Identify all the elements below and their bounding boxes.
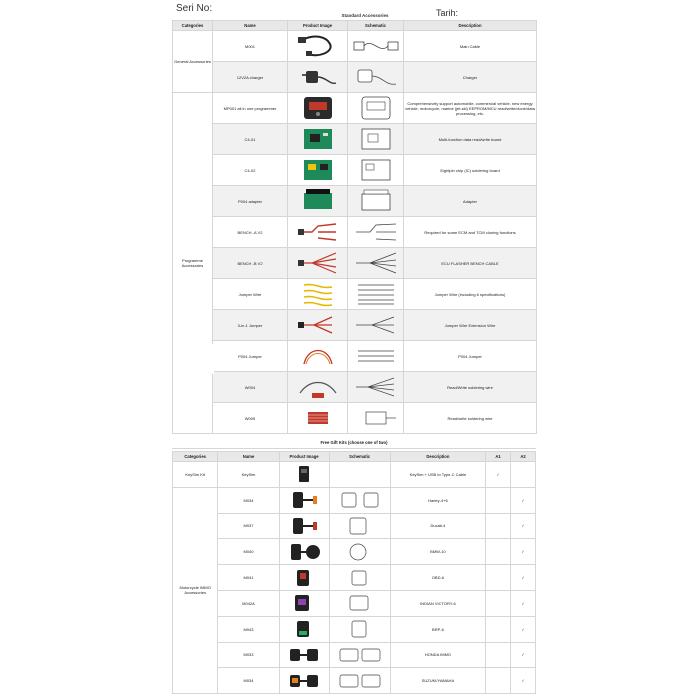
jumper-wire-schematic-icon bbox=[352, 281, 400, 307]
schematic bbox=[348, 248, 404, 279]
a1-check bbox=[486, 642, 511, 668]
flasher-cable-schematic-icon bbox=[352, 250, 400, 276]
layout-gap bbox=[196, 344, 214, 374]
soldering-wire-icon bbox=[296, 404, 340, 432]
product-image bbox=[279, 642, 329, 668]
table-row bbox=[173, 565, 536, 591]
bench-cable-schematic-icon bbox=[352, 219, 400, 245]
item-name: M034 bbox=[218, 487, 279, 513]
item-description: Adapter bbox=[404, 186, 537, 217]
product-image bbox=[288, 310, 348, 341]
category-motorcycle-immo: Motorcycle IMMO Accessories bbox=[173, 487, 218, 693]
suzuki-yamaha-adapter-icon bbox=[287, 670, 321, 692]
harley-adapter-icon bbox=[287, 489, 321, 511]
bench-cable-icon bbox=[296, 218, 340, 246]
product-image bbox=[279, 565, 329, 591]
item-description: SUZUKI/YAMAHA bbox=[390, 668, 485, 694]
soldering-board-schematic-icon bbox=[352, 157, 400, 183]
item-description: Eightpin chip (IC) soldering board bbox=[404, 155, 537, 186]
table-row bbox=[173, 31, 537, 62]
item-description: Main Cable bbox=[404, 31, 537, 62]
item-name: BENCH -B V2 bbox=[213, 248, 288, 279]
connector-schematic-icon bbox=[336, 515, 384, 537]
item-name: C4-01 bbox=[213, 124, 288, 155]
item-description: Read/Write soldering wire bbox=[404, 372, 537, 403]
standard-accessories-title: Standard Accessories bbox=[341, 13, 389, 18]
schematic bbox=[348, 186, 404, 217]
schematic bbox=[329, 565, 390, 591]
item-description: Required for some ECM and TCM cloning functions bbox=[404, 217, 537, 248]
column-header: A2 bbox=[511, 452, 536, 462]
item-description: OBD-6 bbox=[390, 565, 485, 591]
soldering-wire-schematic-icon bbox=[352, 405, 400, 431]
item-description: INDIAN VICTORY-6 bbox=[390, 590, 485, 616]
column-header: Description bbox=[390, 452, 485, 462]
item-description: Charger bbox=[404, 62, 537, 93]
check-mark-icon: ✓ bbox=[521, 549, 525, 555]
table-row bbox=[173, 462, 536, 488]
a1-check bbox=[486, 513, 511, 539]
keysim-icon bbox=[287, 463, 321, 485]
ducati-adapter-icon bbox=[287, 515, 321, 537]
product-image bbox=[288, 62, 348, 93]
table-row bbox=[173, 539, 536, 565]
honda-immo-adapter-icon bbox=[287, 644, 321, 666]
table-row bbox=[173, 590, 536, 616]
table-row bbox=[173, 642, 536, 668]
schematic bbox=[348, 217, 404, 248]
product-image bbox=[288, 217, 348, 248]
p004-jumper-icon bbox=[296, 342, 340, 370]
schematic bbox=[329, 513, 390, 539]
item-description: Comprehensively support automobile, commercial vehicle, new energy vehicle, motorcycle, marine (jet-ski) EEPROM/MCU read/write/clone/data processing, etc. bbox=[404, 93, 537, 124]
item-name: 12V2A charger bbox=[213, 62, 288, 93]
product-image bbox=[279, 539, 329, 565]
item-name: 3-in-1 Jumper bbox=[213, 310, 288, 341]
connector-schematic-icon bbox=[336, 644, 384, 666]
product-image bbox=[279, 590, 329, 616]
circuit-board-icon bbox=[296, 125, 340, 153]
item-name: M034 bbox=[218, 668, 279, 694]
flasher-cable-icon bbox=[296, 249, 340, 277]
item-name: M001 bbox=[213, 31, 288, 62]
a1-check bbox=[486, 616, 511, 642]
product-image bbox=[288, 186, 348, 217]
column-header: Categories bbox=[173, 452, 218, 462]
a2-check bbox=[511, 539, 536, 565]
three-in-one-jumper-schematic-icon bbox=[352, 312, 400, 338]
column-header: A1 bbox=[486, 452, 511, 462]
table-row bbox=[173, 487, 536, 513]
a1-check bbox=[486, 462, 511, 488]
schematic bbox=[348, 62, 404, 93]
schematic bbox=[348, 403, 404, 434]
product-image bbox=[288, 403, 348, 434]
free-gift-kits-table bbox=[172, 451, 536, 694]
main-cable-schematic-icon bbox=[352, 33, 400, 59]
item-description: Jumper Wire Extension Wire bbox=[404, 310, 537, 341]
category-keysim: KeySim Kit bbox=[173, 462, 218, 488]
table-row bbox=[173, 279, 537, 310]
soldering-wire-icon bbox=[296, 373, 340, 401]
serial-number-label: Seri No: bbox=[176, 3, 213, 14]
item-name: M033 bbox=[218, 642, 279, 668]
table-row bbox=[173, 62, 537, 93]
item-name: M040 bbox=[218, 539, 279, 565]
item-name: M037 bbox=[218, 513, 279, 539]
soldering-board-icon bbox=[296, 156, 340, 184]
soldering-wire-schematic-icon bbox=[352, 374, 400, 400]
schematic bbox=[329, 642, 390, 668]
connector-schematic-icon bbox=[336, 618, 384, 640]
item-description: Harley-4+6 bbox=[390, 487, 485, 513]
item-description: BRP-6 bbox=[390, 616, 485, 642]
schematic bbox=[348, 31, 404, 62]
product-image bbox=[279, 513, 329, 539]
column-header: Schematic bbox=[348, 21, 404, 31]
obd-adapter-icon bbox=[287, 567, 321, 589]
connector-schematic-icon bbox=[336, 670, 384, 692]
a2-check bbox=[511, 668, 536, 694]
item-description: Multi-function data read/write board bbox=[404, 124, 537, 155]
charger-icon bbox=[296, 63, 340, 91]
product-image bbox=[288, 124, 348, 155]
programmer-schematic-icon bbox=[352, 95, 400, 121]
item-description: BMW-10 bbox=[390, 539, 485, 565]
table-row bbox=[173, 341, 537, 372]
a1-check bbox=[486, 487, 511, 513]
item-name: C4-02 bbox=[213, 155, 288, 186]
product-image bbox=[288, 372, 348, 403]
adapter-schematic-icon bbox=[352, 188, 400, 214]
column-header: Categories bbox=[173, 21, 213, 31]
item-description: P004 Jumper bbox=[404, 341, 537, 372]
column-header: Schematic bbox=[329, 452, 390, 462]
item-name: M042A bbox=[218, 590, 279, 616]
jumper-wire-icon bbox=[296, 280, 340, 308]
item-name: W005 bbox=[213, 403, 288, 434]
item-description: Read/write soldering wire bbox=[404, 403, 537, 434]
programmer-device-icon bbox=[296, 94, 340, 122]
circuit-board-schematic-icon bbox=[352, 126, 400, 152]
check-mark-icon: ✓ bbox=[521, 652, 525, 658]
check-mark-icon: ✓ bbox=[496, 471, 500, 477]
a2-check bbox=[511, 487, 536, 513]
adapter-board-icon bbox=[296, 187, 340, 215]
column-header: Description bbox=[404, 21, 537, 31]
date-label: Tarih: bbox=[436, 8, 459, 18]
table-row bbox=[173, 310, 537, 341]
schematic bbox=[329, 590, 390, 616]
item-description: ECU FLASHER BENCH CABLE bbox=[404, 248, 537, 279]
table-row bbox=[173, 124, 537, 155]
product-image bbox=[288, 341, 348, 372]
brp-adapter-icon bbox=[287, 618, 321, 640]
bmw-adapter-icon bbox=[287, 541, 321, 563]
table-header-row bbox=[173, 21, 537, 31]
product-image bbox=[279, 668, 329, 694]
schematic bbox=[329, 668, 390, 694]
product-image bbox=[288, 155, 348, 186]
standard-accessories-table bbox=[172, 20, 537, 434]
item-name: W004 bbox=[213, 372, 288, 403]
item-description: KeySim + USB to Type-C Cable bbox=[390, 462, 485, 488]
item-name: Jumper Wire bbox=[213, 279, 288, 310]
main-cable-icon bbox=[296, 32, 340, 60]
schematic bbox=[329, 616, 390, 642]
a1-check bbox=[486, 668, 511, 694]
schematic bbox=[329, 539, 390, 565]
item-description: Ducati-4 bbox=[390, 513, 485, 539]
item-name: M041 bbox=[218, 565, 279, 591]
category-general: General Accessories bbox=[173, 31, 213, 93]
item-description: Jumper Wire (including 6 specifications) bbox=[404, 279, 537, 310]
table-row bbox=[173, 616, 536, 642]
product-image bbox=[288, 93, 348, 124]
connector-schematic-icon bbox=[336, 567, 384, 589]
product-image bbox=[288, 248, 348, 279]
p004-jumper-schematic-icon bbox=[352, 343, 400, 369]
table-header-row bbox=[173, 452, 536, 462]
schematic bbox=[348, 310, 404, 341]
indian-victory-adapter-icon bbox=[287, 592, 321, 614]
table-row bbox=[173, 217, 537, 248]
table-row bbox=[173, 372, 537, 403]
schematic bbox=[348, 341, 404, 372]
item-name: P004 adapter bbox=[213, 186, 288, 217]
item-name: BENCH -A V2 bbox=[213, 217, 288, 248]
connector-schematic-icon bbox=[336, 592, 384, 614]
check-mark-icon: ✓ bbox=[521, 600, 525, 606]
table-row bbox=[173, 155, 537, 186]
table-row bbox=[173, 513, 536, 539]
item-description: HONDA IMMO bbox=[390, 642, 485, 668]
charger-schematic-icon bbox=[352, 64, 400, 90]
round-connector-schematic-icon bbox=[336, 541, 384, 563]
column-header: Product Image bbox=[288, 21, 348, 31]
a2-check bbox=[511, 590, 536, 616]
a2-check bbox=[511, 565, 536, 591]
free-gift-kits-title: Free Gift Kits (choose one of two) bbox=[172, 437, 536, 449]
schematic bbox=[348, 155, 404, 186]
a2-check bbox=[511, 642, 536, 668]
table-row bbox=[173, 668, 536, 694]
table-row bbox=[173, 248, 537, 279]
a1-check bbox=[486, 539, 511, 565]
item-name: P004 Jumper bbox=[213, 341, 288, 372]
a2-check bbox=[511, 513, 536, 539]
product-image bbox=[279, 616, 329, 642]
three-in-one-jumper-icon bbox=[296, 311, 340, 339]
check-mark-icon: ✓ bbox=[521, 678, 525, 684]
column-header: Name bbox=[218, 452, 279, 462]
a1-check bbox=[486, 565, 511, 591]
a2-check bbox=[511, 616, 536, 642]
check-mark-icon: ✓ bbox=[521, 523, 525, 529]
item-name: M043 bbox=[218, 616, 279, 642]
schematic bbox=[348, 279, 404, 310]
product-image bbox=[288, 31, 348, 62]
column-header: Product Image bbox=[279, 452, 329, 462]
check-mark-icon: ✓ bbox=[521, 626, 525, 632]
product-image bbox=[288, 279, 348, 310]
table-row bbox=[173, 403, 537, 434]
schematic bbox=[348, 93, 404, 124]
category-programme: Programme Accessories bbox=[173, 93, 213, 434]
schematic bbox=[348, 124, 404, 155]
check-mark-icon: ✓ bbox=[521, 497, 525, 503]
schematic bbox=[329, 462, 390, 488]
column-header: Name bbox=[213, 21, 288, 31]
product-image bbox=[279, 462, 329, 488]
schematic bbox=[348, 372, 404, 403]
a2-check bbox=[511, 462, 536, 488]
check-mark-icon: ✓ bbox=[521, 575, 525, 581]
table-row bbox=[173, 186, 537, 217]
item-name: MP001 all in one programmer bbox=[213, 93, 288, 124]
item-name: KeySim bbox=[218, 462, 279, 488]
a1-check bbox=[486, 590, 511, 616]
product-image bbox=[279, 487, 329, 513]
schematic bbox=[329, 487, 390, 513]
table-row bbox=[173, 93, 537, 124]
connector-schematic-icon bbox=[336, 489, 384, 511]
